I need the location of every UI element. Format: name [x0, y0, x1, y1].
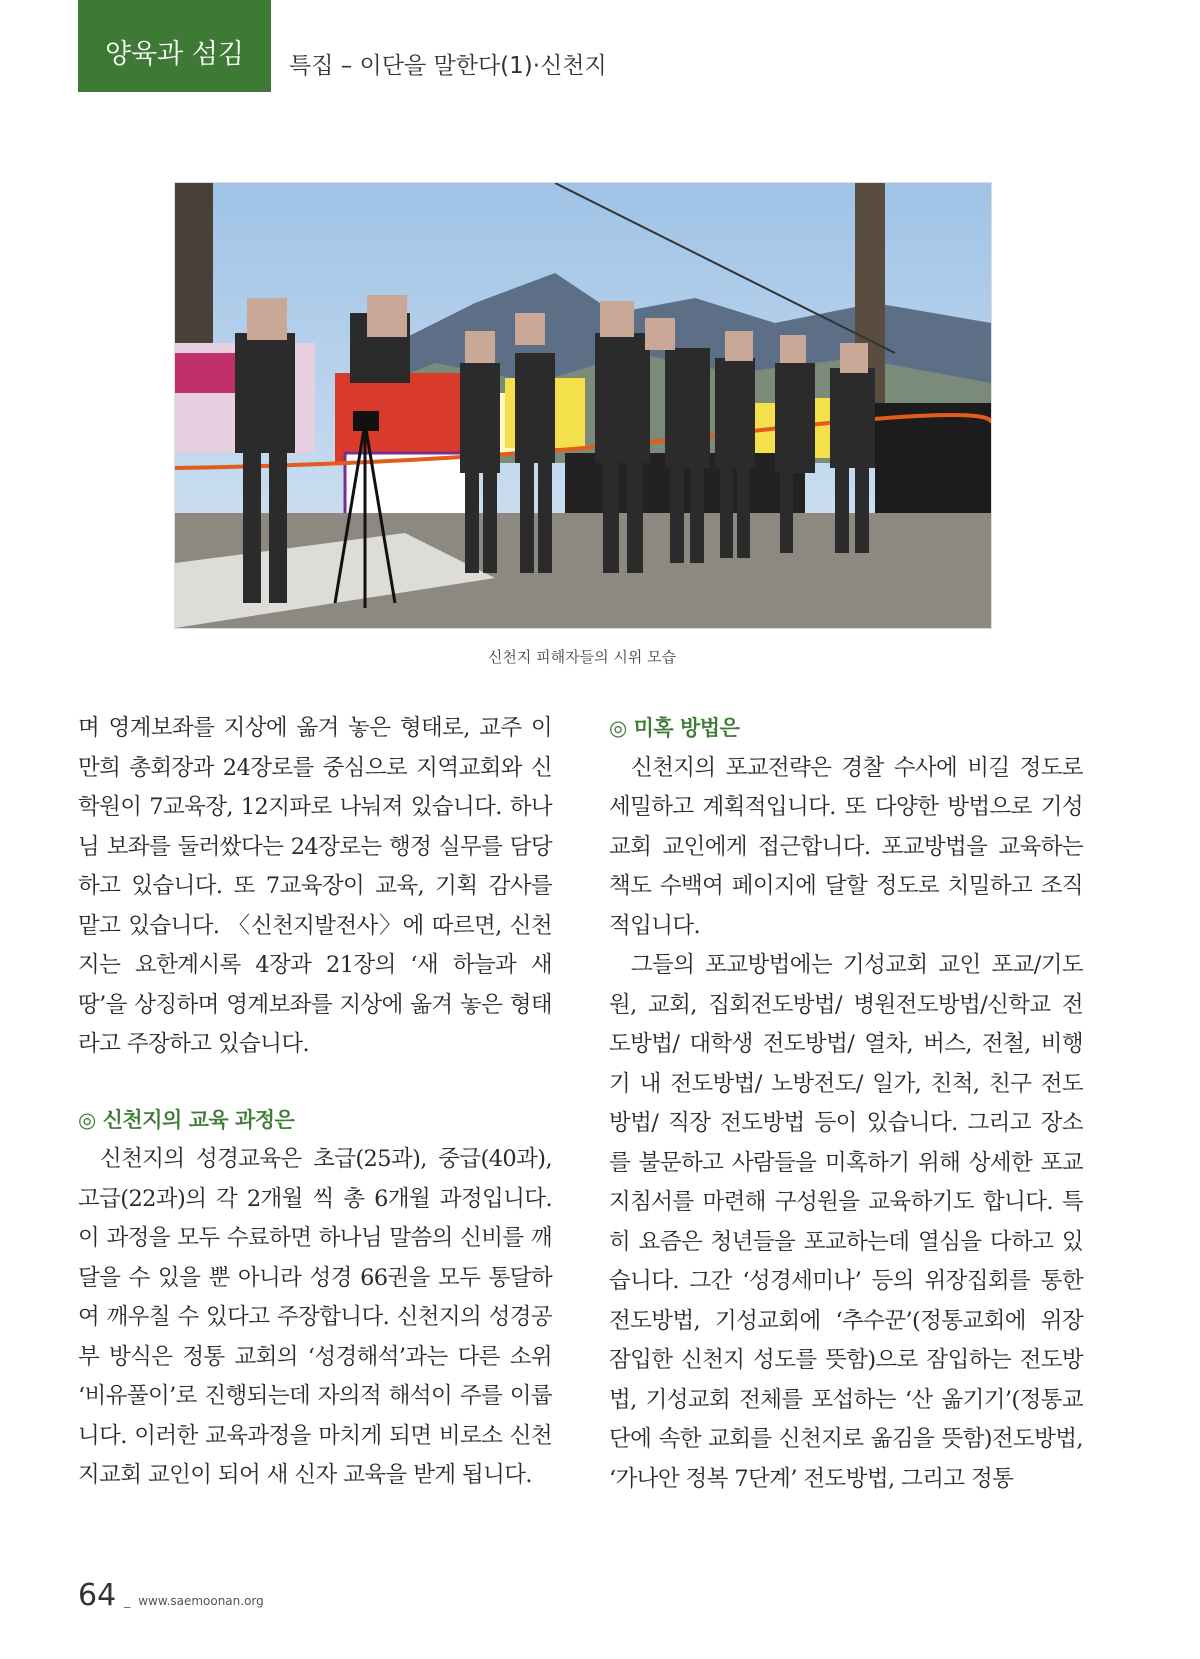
- left-paragraph-1: 며 영계보좌를 지상에 옮겨 놓은 형태로, 교주 이만희 총회장과 24장로를 중심으로 지역교회와 신학원이 7교육장, 12지파로 나눠져 있습니다. 하나님 보좌를 둘러쌌다는 24장로는 행정 실무를 담당하고 있습니다. 또 7교육장이 교육, 기획 감사를 맡고 있습니다. 〈신천지발전사〉에 따르면, 신천지는 요한계시록 4장과 21장의 ‘새 하늘과 새 땅’을 상징하며 영계보좌를 지상에 옮겨 놓은 형태라고 주장하고 있습니다.: [78, 715, 552, 1057]
- heading-deception-methods: ◎ 미혹 방법은: [609, 716, 740, 740]
- right-paragraph-1: 신천지의 포교전략은 경찰 수사에 비길 정도로 세밀하고 계획적입니다. 또 다양한 방법으로 기성교회 교인에게 접근합니다. 포교방법을 교육하는 책도 수백여 페이지에 달할 정도로 치밀하고 조직적입니다.: [609, 754, 1083, 939]
- website-url: www.saemoonan.org: [138, 1594, 264, 1608]
- paragraph-gap: [78, 1065, 552, 1101]
- footer-separator: _: [124, 1594, 131, 1608]
- left-column: [78, 709, 552, 1496]
- section-label: 양육과 섬김: [105, 38, 244, 70]
- right-paragraph-2: 그들의 포교방법에는 기성교회 교인 포교/기도원, 교회, 집회전도방법/ 병원전도방법/신학교 전도방법/ 대학생 전도방법/ 열차, 버스, 전철, 비행기 내 전도방법/ 노방전도/ 일가, 친척, 친구 전도방법/ 직장 전도방법 등이 있습니다. 그리고 장소를 불문하고 사람들을 미혹하기 위해 상세한 포교지침서를 마련해 구성원을 교육하기도 합니다. 특히 요즘은 청년들을 포교하는데 열심을 다하고 있습니다. 그간 ‘성경세미나’ 등의 위장집회를 통한 전도방법, 기성교회에 ‘추수꾼’(정통교회에 위장 잠입한 신천지 성도를 뜻함)으로 잠입하는 전도방법, 기성교회 전체를 포섭하는 ‘산 옮기기’(정통교단에 속한 교회를 신천지로 옮김을 뜻함)전도방법, ‘가나안 정복 7단계’ 전도방법, 그리고 정통: [609, 952, 1083, 1492]
- photo-caption: 신천지 피해자들의 시위 모습: [487, 648, 677, 666]
- protest-photo-illustration: [175, 183, 991, 628]
- page-footer: [78, 1578, 264, 1613]
- protest-photo: [174, 182, 992, 629]
- left-paragraph-2: 신천지의 성경교육은 초급(25과), 중급(40과), 고급(22과)의 각 2개월 씩 총 6개월 과정입니다. 이 과정을 모두 수료하면 하나님 말씀의 신비를 깨달을 수 있을 뿐 아니라 성경 66권을 모두 통달하여 깨우칠 수 있다고 주장합니다. 신천지의 성경공부 방식은 정통 교회의 ‘성경해석’과는 다른 소위 ‘비유풀이’로 진행되는데 자의적 해석이 주를 이룹니다. 이러한 교육과정을 마치게 되면 비로소 신천지교회 교인이 되어 새 신자 교육을 받게 됩니다.: [78, 1146, 552, 1488]
- header-title: 특집 – 이단을 말한다(1)·신천지: [289, 53, 607, 79]
- page-number: 64: [78, 1578, 117, 1613]
- section-tab: [78, 0, 271, 92]
- heading-education-course: ◎ 신천지의 교육 과정은: [78, 1107, 295, 1132]
- right-column: [609, 709, 1083, 1499]
